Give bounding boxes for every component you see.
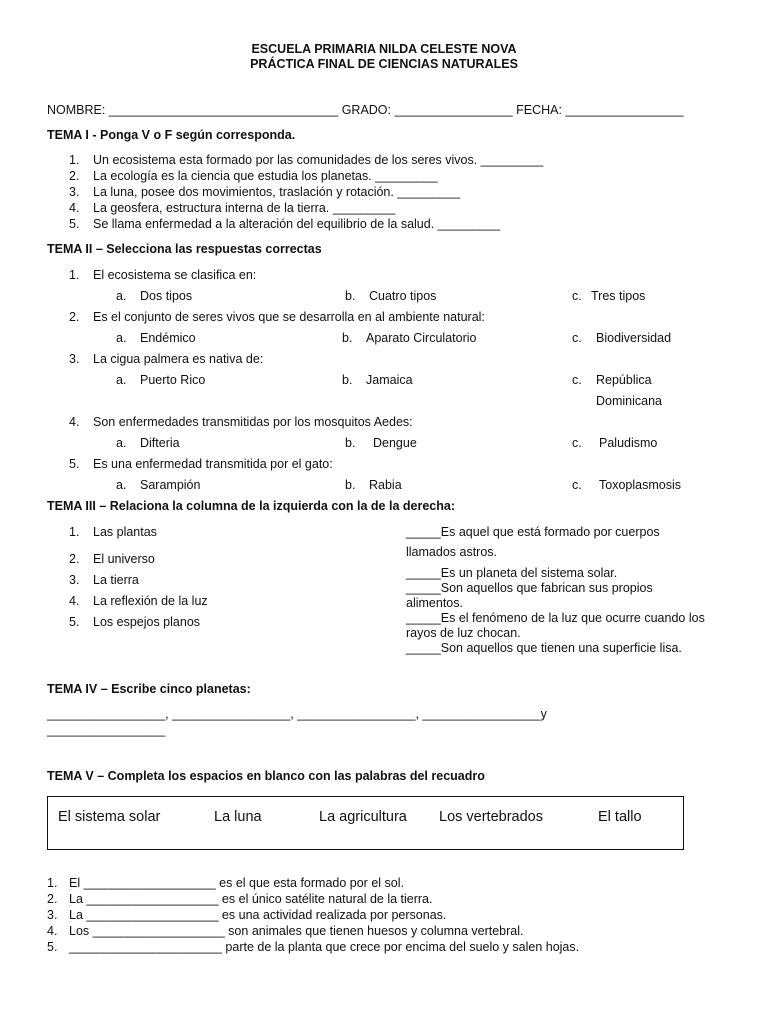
word-bank-item: La luna bbox=[214, 809, 262, 825]
question-text: Son enfermedades transmitidas por los mosquitos Aedes: bbox=[93, 415, 413, 429]
option-text: Rabia bbox=[369, 478, 402, 492]
match-line: _____Es aquel que está formado por cuerpos bbox=[406, 525, 660, 539]
option-text: Endémico bbox=[140, 331, 196, 345]
option-letter: b. bbox=[342, 331, 353, 345]
school-name: ESCUELA PRIMARIA NILDA CELESTE NOVA bbox=[251, 42, 517, 56]
question-text: Es el conjunto de seres vivos que se desarrolla en al ambiente natural: bbox=[93, 310, 485, 324]
list-item: El universo bbox=[93, 552, 155, 566]
option-text: Sarampión bbox=[140, 478, 201, 492]
list-item-number: 4. bbox=[69, 594, 80, 608]
list-item: Se llama enfermedad a la alteración del equilibrio de la salud. _________ bbox=[93, 217, 501, 231]
option-text: Toxoplasmosis bbox=[599, 478, 681, 492]
option-letter: a. bbox=[116, 478, 127, 492]
option-letter: b. bbox=[345, 478, 356, 492]
word-bank-item: El tallo bbox=[598, 809, 642, 825]
option-letter: c. bbox=[572, 289, 582, 303]
list-item: Los espejos planos bbox=[93, 615, 201, 629]
list-item-number: 5. bbox=[69, 217, 80, 231]
list-item: La ecología es la ciencia que estudia los planetas. _________ bbox=[93, 169, 438, 183]
question-number: 4. bbox=[69, 415, 80, 429]
planets-blank-line: _________________ bbox=[47, 723, 166, 737]
match-line: rayos de luz chocan. bbox=[406, 626, 521, 640]
document-title: PRÁCTICA FINAL DE CIENCIAS NATURALES bbox=[250, 57, 518, 71]
list-item: Las plantas bbox=[93, 525, 157, 539]
list-item-number: 5. bbox=[47, 940, 58, 954]
word-bank-item: Los vertebrados bbox=[439, 809, 543, 825]
tema2-heading: TEMA II – Selecciona las respuestas correctas bbox=[47, 242, 322, 256]
option-text: Difteria bbox=[140, 436, 180, 450]
match-line: _____Es un planeta del sistema solar. bbox=[406, 566, 618, 580]
option-letter: a. bbox=[116, 289, 127, 303]
match-line: llamados astros. bbox=[406, 545, 498, 559]
tema5-heading: TEMA V – Completa los espacios en blanco con las palabras del recuadro bbox=[47, 769, 485, 783]
list-item: La reflexión de la luz bbox=[93, 594, 208, 608]
word-bank-box bbox=[47, 796, 684, 850]
option-text: Paludismo bbox=[599, 436, 658, 450]
option-letter: b. bbox=[342, 373, 353, 387]
list-item: Un ecosistema esta formado por las comunidades de los seres vivos. _________ bbox=[93, 153, 544, 167]
question-text: La cigua palmera es nativa de: bbox=[93, 352, 264, 366]
list-item: La tierra bbox=[93, 573, 139, 587]
list-item-number: 4. bbox=[69, 201, 80, 215]
option-text-continued: Dominicana bbox=[596, 394, 663, 408]
option-letter: b. bbox=[345, 436, 356, 450]
word-bank-item: La agricultura bbox=[319, 809, 407, 825]
question-number: 1. bbox=[69, 268, 80, 282]
tema1-heading: TEMA I - Ponga V o F según corresponda. bbox=[47, 128, 296, 142]
option-letter: a. bbox=[116, 436, 127, 450]
option-letter: b. bbox=[345, 289, 356, 303]
option-text: Tres tipos bbox=[591, 289, 646, 303]
option-letter: a. bbox=[116, 331, 127, 345]
option-text: República bbox=[596, 373, 652, 387]
list-item-number: 1. bbox=[69, 525, 80, 539]
list-item: El ___________________ es el que esta formado por el sol. bbox=[69, 876, 404, 890]
tema4-heading: TEMA IV – Escribe cinco planetas: bbox=[47, 682, 251, 696]
list-item-number: 3. bbox=[69, 573, 80, 587]
option-text: Jamaica bbox=[366, 373, 413, 387]
question-number: 3. bbox=[69, 352, 80, 366]
student-info-line: NOMBRE: _________________________________ GRADO: _________________ FECHA: _________________ bbox=[47, 103, 684, 117]
question-number: 2. bbox=[69, 310, 80, 324]
list-item-number: 3. bbox=[47, 908, 58, 922]
match-line: alimentos. bbox=[406, 596, 463, 610]
list-item-number: 3. bbox=[69, 185, 80, 199]
option-letter: c. bbox=[572, 436, 582, 450]
word-bank-item: El sistema solar bbox=[58, 809, 161, 825]
list-item-number: 2. bbox=[47, 892, 58, 906]
list-item: ______________________ parte de la planta que crece por encima del suelo y salen hojas. bbox=[69, 940, 580, 954]
question-text: El ecosistema se clasifica en: bbox=[93, 268, 257, 282]
match-line: _____Es el fenómeno de la luz que ocurre cuando los bbox=[406, 611, 705, 625]
option-letter: c. bbox=[572, 373, 582, 387]
option-text: Aparato Circulatorio bbox=[366, 331, 477, 345]
list-item-number: 5. bbox=[69, 615, 80, 629]
list-item: La ___________________ es una actividad realizada por personas. bbox=[69, 908, 447, 922]
question-number: 5. bbox=[69, 457, 80, 471]
list-item: La luna, posee dos movimientos, traslación y rotación. _________ bbox=[93, 185, 460, 199]
option-text: Dos tipos bbox=[140, 289, 193, 303]
option-letter: c. bbox=[572, 478, 582, 492]
option-text: Cuatro tipos bbox=[369, 289, 437, 303]
list-item: La ___________________ es el único satélite natural de la tierra. bbox=[69, 892, 433, 906]
question-text: Es una enfermedad transmitida por el gato: bbox=[93, 457, 333, 471]
option-text: Puerto Rico bbox=[140, 373, 206, 387]
list-item-number: 1. bbox=[47, 876, 58, 890]
list-item: Los ___________________ son animales que tienen huesos y columna vertebral. bbox=[69, 924, 524, 938]
match-line: _____Son aquellos que fabrican sus propios bbox=[406, 581, 653, 595]
option-letter: c. bbox=[572, 331, 582, 345]
list-item-number: 1. bbox=[69, 153, 80, 167]
list-item-number: 2. bbox=[69, 169, 80, 183]
match-line: _____Son aquellos que tienen una superficie lisa. bbox=[406, 641, 682, 655]
list-item-number: 2. bbox=[69, 552, 80, 566]
planets-blank-line: _________________, _________________, _________________, _________________y bbox=[47, 707, 547, 721]
tema3-heading: TEMA III – Relaciona la columna de la izquierda con la de la derecha: bbox=[47, 499, 455, 513]
option-text: Dengue bbox=[373, 436, 417, 450]
list-item-number: 4. bbox=[47, 924, 58, 938]
option-letter: a. bbox=[116, 373, 127, 387]
option-text: Biodiversidad bbox=[596, 331, 672, 345]
list-item: La geosfera, estructura interna de la tierra. _________ bbox=[93, 201, 396, 215]
